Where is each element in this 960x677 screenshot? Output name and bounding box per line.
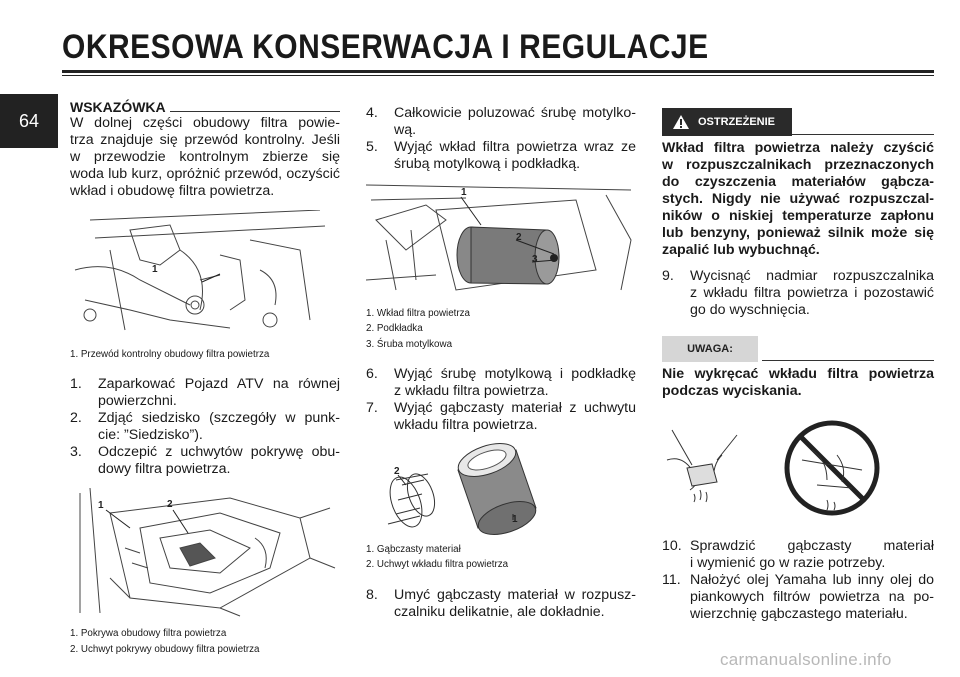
notice-rule — [762, 360, 934, 361]
step-3: 3. Odczepić z uchwytów pokrywę obu- dowy filtra powietrza. — [70, 444, 340, 477]
step-6: 6. Wyjąć śrubę motylkową i podkładkę z wkładu filtra powietrza. — [366, 366, 636, 399]
page-title: OKRESOWA KONSERWACJA I REGULACJE — [62, 28, 709, 66]
step-7: 7. Wyjąć gąbczasty materiał z uchwytu wkładu filtra powietrza. — [366, 400, 636, 433]
notice-text: Nie wykręcać wkładu filtra powietrza podczas wyciskania. — [662, 366, 934, 399]
note-rule — [170, 111, 340, 112]
warning-label: OSTRZEŻENIE — [698, 116, 776, 128]
notice-header: UWAGA: — [662, 336, 758, 362]
note-title: WSKAZÓWKA — [70, 99, 166, 115]
step-8-block — [366, 587, 636, 621]
fig4-label-1: 1 — [512, 514, 518, 525]
steps-10-11 — [662, 538, 934, 623]
figure-air-filter-check-hose — [70, 210, 340, 340]
fig1-caption: 1. Przewód kontrolny obudowy filtra powietrza — [70, 349, 270, 360]
warning-header — [662, 108, 792, 136]
figure-foam-element-and-holder — [366, 440, 636, 540]
fig4-label-2: 2 — [394, 466, 400, 477]
step-10: 10. Sprawdzić gąbczasty materiał i wymienić go w razie potrzeby. — [662, 538, 934, 571]
figure-air-filter-element — [366, 180, 636, 300]
page-number: 64 — [0, 94, 58, 148]
fig2-caption-2: 2. Uchwyt pokrywy obudowy filtra powietrza — [70, 644, 260, 655]
figure-air-filter-cover — [70, 488, 340, 618]
step-11: 11. Nałożyć olej Yamaha lub inny olej do piankowych filtrów powietrza na po- wierzchnię gąbczastego materiału. — [662, 572, 934, 622]
fig2-label-2: 2 — [167, 499, 173, 510]
step-2: 2. Zdjąć siedzisko (szczegóły w punk- cie: ”Siedzisko”). — [70, 410, 340, 443]
fig3-caption-3: 3. Śruba motylkowa — [366, 339, 453, 350]
fig2-caption-1: 1. Pokrywa obudowy filtra powietrza — [70, 628, 227, 639]
step-9-block — [662, 268, 934, 319]
step-5: 5. Wyjąć wkład filtra powietrza wraz ze śrubą motylkową i podkładką. — [366, 139, 636, 172]
warning-triangle-icon — [672, 114, 690, 130]
fig3-caption-2: 2. Podkładka — [366, 323, 423, 334]
fig4-caption-2: 2. Uchwyt wkładu filtra powietrza — [366, 559, 509, 570]
step-8: 8. Umyć gąbczasty materiał w rozpusz- czalniku delikatnie, ale dokładnie. — [366, 587, 636, 620]
fig3-caption-1: 1. Wkład filtra powietrza — [366, 308, 470, 319]
fig3-label-1: 1 — [461, 187, 467, 198]
fig1-label-1: 1 — [152, 264, 158, 275]
step-9: 9. Wycisnąć nadmiar rozpuszczalnika z wkładu filtra powietrza i pozostawić go do wyschnięcia. — [662, 268, 934, 318]
title-rule — [62, 70, 934, 73]
warning-text: Wkład filtra powietrza należy czyścić w rozpuszczalnikach przeznaczonych do czyszczenia materiałów gąbcza- stych. Nigdy nie używać rozpuszczal- ników o niskiej temperaturze zapłonu lub benzyny, ponieważ silnik może się zapalić lub wybuchnąć. — [662, 140, 934, 258]
fig3-label-2: 2 — [516, 232, 522, 243]
steps-6-7 — [366, 366, 636, 434]
note-text: W dolnej części obudowy filtra powie- trza znajduje się przewód kontrolny. Jeśli w przewodzie kontrolnym zbierze się woda lub kurz, opróżnić przewód, oczyścić wkład i obudowę filtra powietrza. — [70, 115, 340, 199]
fig3-label-3: 3 — [532, 254, 538, 265]
title-rule-thin — [62, 75, 934, 76]
fig2-label-1: 1 — [98, 500, 104, 511]
figure-squeeze-dont-twist — [662, 420, 934, 520]
step-1: 1. Zaparkować Pojazd ATV na równej powierzchni. — [70, 376, 340, 409]
step-4: 4. Całkowicie poluzować śrubę motylko- wą. — [366, 105, 636, 138]
fig4-caption-1: 1. Gąbczasty materiał — [366, 544, 461, 555]
note-block — [70, 99, 340, 200]
steps-4-5 — [366, 105, 636, 173]
steps-1-3 — [70, 376, 340, 478]
warning-rule — [792, 134, 934, 135]
watermark: carmanualsonline.info — [720, 650, 892, 669]
